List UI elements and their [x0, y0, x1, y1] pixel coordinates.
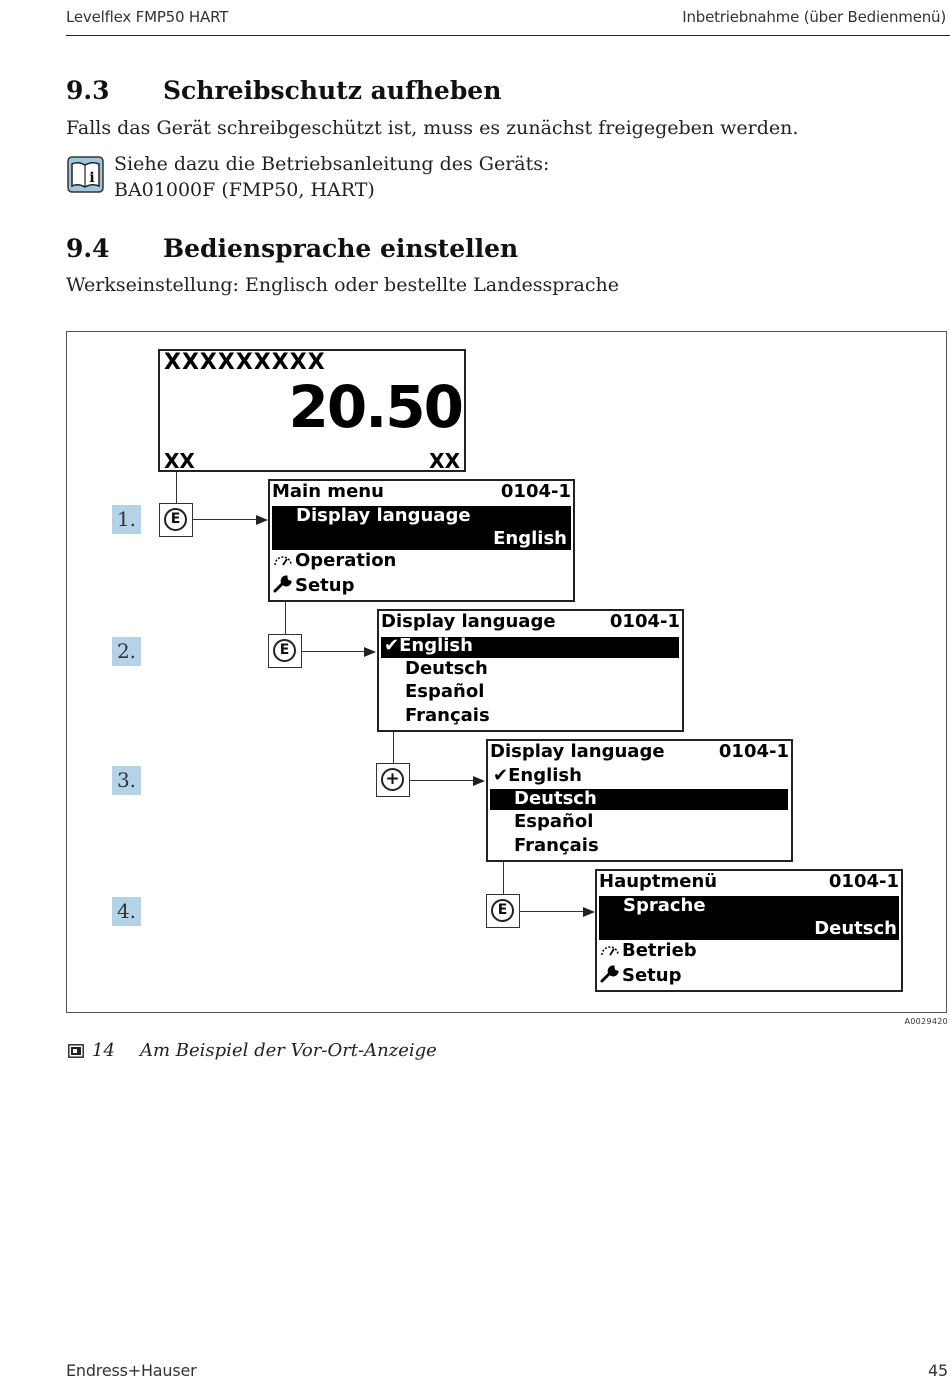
display-top-label: XXXXXXXXX — [164, 350, 326, 375]
section-9-3-title: Schreibschutz aufheben — [163, 76, 502, 105]
option-english[interactable]: ✔English — [493, 765, 582, 786]
menu-item-operation-label: Operation — [295, 550, 397, 571]
menu-item-display-language[interactable]: Display language — [296, 505, 471, 526]
option-espanol[interactable]: Español — [514, 811, 594, 832]
check-icon: ✔ — [384, 635, 400, 656]
connector-line — [503, 862, 504, 894]
figure-id: A0029420 — [904, 1017, 948, 1026]
device-display — [158, 349, 466, 472]
display-bottom-right: XX — [429, 449, 460, 473]
menu-item-betrieb-label: Betrieb — [622, 940, 697, 961]
option-francais[interactable]: Français — [514, 835, 599, 856]
screen-title: Main menu — [272, 481, 384, 502]
option-deutsch[interactable]: Deutsch — [514, 788, 597, 809]
plus-key-icon: + — [381, 768, 404, 791]
book-info-icon — [67, 156, 104, 193]
screen-title: Hauptmenü — [599, 871, 718, 892]
e-key-icon: E — [164, 508, 187, 531]
menu-item-setup[interactable] — [600, 965, 681, 986]
display-language-screen-2 — [486, 739, 793, 862]
menu-item-value: Deutsch — [814, 918, 897, 939]
caption-text: Am Beispiel der Vor-Ort-Anzeige — [140, 1040, 437, 1061]
page-number: 45 — [928, 1361, 948, 1380]
gauge-icon — [273, 551, 293, 570]
option-english[interactable]: ✔English — [384, 635, 473, 656]
section-9-3-number: 9.3 — [66, 76, 110, 105]
arrow-line — [302, 651, 365, 652]
e-key-button[interactable] — [486, 894, 520, 928]
screen-title: Display language — [490, 741, 665, 762]
wrench-icon — [600, 965, 620, 985]
display-value: 20.50 — [288, 373, 462, 441]
caption-number: 14 — [92, 1040, 115, 1061]
menu-item-sprache[interactable]: Sprache — [623, 895, 706, 916]
e-key-icon: E — [491, 899, 514, 922]
section-9-4-text: Werkseinstellung: Englisch oder bestellte Landessprache — [66, 274, 619, 296]
note-line-1: Siehe dazu die Betriebsanleitung des Geräts: — [114, 153, 550, 175]
plus-key-button[interactable] — [376, 763, 410, 797]
connector-line — [176, 472, 177, 503]
arrowhead — [364, 647, 376, 657]
menu-item-betrieb[interactable] — [600, 940, 697, 961]
connector-line — [393, 732, 394, 763]
screen-title: Display language — [381, 611, 556, 632]
screen-code: 0104-1 — [718, 741, 789, 762]
display-language-screen-1 — [377, 609, 684, 732]
arrow-line — [520, 911, 584, 912]
arrowhead — [473, 776, 485, 786]
note-line-2: BA01000F (FMP50, HART) — [114, 179, 375, 201]
arrowhead — [583, 907, 595, 917]
step-1-label: 1. — [112, 505, 141, 534]
section-9-4-number: 9.4 — [66, 234, 110, 263]
menu-item-setup-label: Setup — [295, 575, 355, 596]
step-2-label: 2. — [112, 637, 141, 666]
display-bottom-left: XX — [164, 449, 195, 473]
header-rule — [66, 35, 950, 36]
e-key-button[interactable] — [159, 503, 193, 537]
connector-line — [285, 602, 286, 634]
arrow-line — [410, 780, 474, 781]
section-9-4-title: Bediensprache einstellen — [163, 234, 519, 263]
figure-icon — [68, 1043, 84, 1057]
header-left: Levelflex FMP50 HART — [66, 8, 229, 26]
e-key-button[interactable] — [268, 634, 302, 668]
svg-text:i: i — [89, 170, 95, 186]
arrow-line — [193, 519, 257, 520]
e-key-icon: E — [273, 639, 296, 662]
option-francais[interactable]: Français — [405, 705, 490, 726]
wrench-icon — [273, 575, 293, 595]
header-right: Inbetriebnahme (über Bedienmenü) — [682, 8, 946, 26]
footer-left: Endress+Hauser — [66, 1361, 197, 1380]
screen-code: 0104-1 — [828, 871, 899, 892]
main-menu-screen — [268, 479, 575, 602]
screen-code: 0104-1 — [609, 611, 680, 632]
screen-code: 0104-1 — [500, 481, 571, 502]
step-4-label: 4. — [112, 897, 141, 926]
gauge-icon — [600, 941, 620, 960]
check-icon: ✔ — [493, 765, 509, 786]
menu-item-setup-label: Setup — [622, 965, 682, 986]
menu-item-operation[interactable] — [273, 550, 396, 571]
section-9-3-text: Falls das Gerät schreibgeschützt ist, muss es zunächst freigegeben werden. — [66, 117, 799, 139]
menu-item-value: English — [493, 528, 567, 549]
option-espanol[interactable]: Español — [405, 681, 485, 702]
step-3-label: 3. — [112, 766, 141, 795]
option-deutsch[interactable]: Deutsch — [405, 658, 488, 679]
arrowhead — [256, 515, 268, 525]
menu-item-setup[interactable] — [273, 575, 354, 596]
hauptmenu-screen — [595, 869, 903, 992]
